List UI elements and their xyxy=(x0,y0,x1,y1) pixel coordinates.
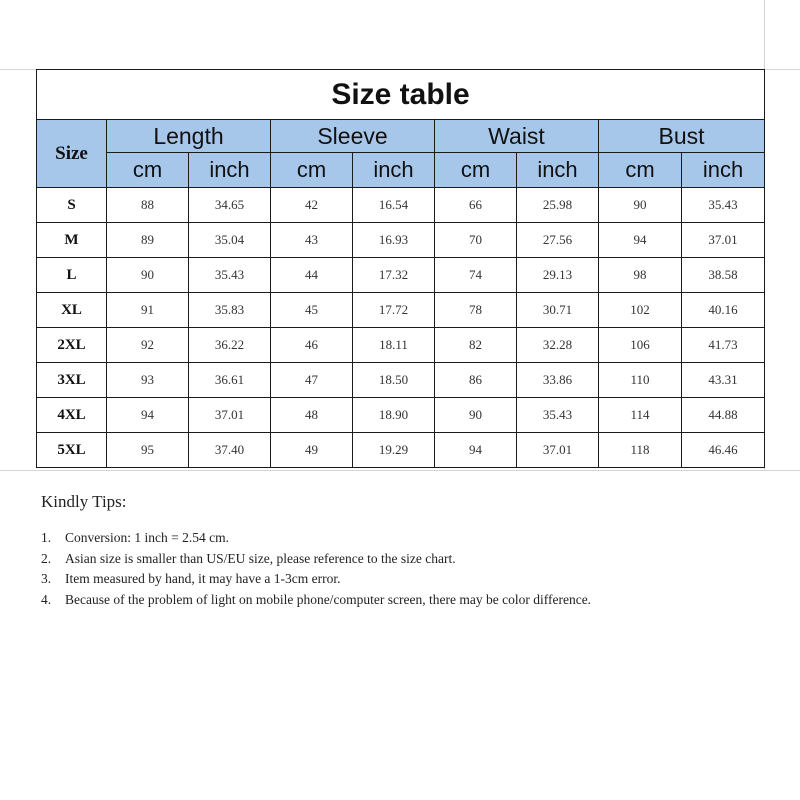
waist-inch-cell: 33.86 xyxy=(517,363,599,398)
waist-cm-cell: 74 xyxy=(435,258,517,293)
size-label-cell: M xyxy=(37,223,107,258)
tips-title: Kindly Tips: xyxy=(41,492,127,511)
sleeve-inch-cell: 18.50 xyxy=(353,363,435,398)
waist-inch-cell: 30.71 xyxy=(517,293,599,328)
group-header-row xyxy=(37,120,765,153)
tip-item xyxy=(41,569,641,590)
bust-cm-header: cm xyxy=(599,153,682,188)
sleeve-inch-cell: 18.90 xyxy=(353,398,435,433)
table-row xyxy=(37,328,765,363)
length-inch-cell: 34.65 xyxy=(189,188,271,223)
table-row xyxy=(37,293,765,328)
length-cm-header: cm xyxy=(107,153,189,188)
bust-cm-cell: 118 xyxy=(599,433,682,468)
bust-header: Bust xyxy=(599,120,765,153)
waist-cm-cell: 66 xyxy=(435,188,517,223)
length-cm-cell: 95 xyxy=(107,433,189,468)
size-table-body xyxy=(37,188,765,468)
length-cm-cell: 90 xyxy=(107,258,189,293)
sleeve-cm-cell: 48 xyxy=(271,398,353,433)
sleeve-inch-cell: 17.32 xyxy=(353,258,435,293)
sleeve-header: Sleeve xyxy=(271,120,435,153)
sleeve-cm-cell: 43 xyxy=(271,223,353,258)
tips-list xyxy=(41,528,641,610)
table-row xyxy=(37,433,765,468)
waist-inch-cell: 37.01 xyxy=(517,433,599,468)
size-label-cell: 2XL xyxy=(37,328,107,363)
waist-inch-cell: 29.13 xyxy=(517,258,599,293)
length-header: Length xyxy=(107,120,271,153)
tip-number: 4. xyxy=(41,591,52,607)
bust-inch-cell: 43.31 xyxy=(682,363,765,398)
title-row xyxy=(37,70,765,120)
length-cm-cell: 92 xyxy=(107,328,189,363)
waist-cm-cell: 82 xyxy=(435,328,517,363)
length-inch-cell: 35.43 xyxy=(189,258,271,293)
sleeve-cm-cell: 42 xyxy=(271,188,353,223)
waist-inch-header: inch xyxy=(517,153,599,188)
sleeve-inch-cell: 19.29 xyxy=(353,433,435,468)
table-row xyxy=(37,363,765,398)
sleeve-cm-cell: 44 xyxy=(271,258,353,293)
bust-cm-cell: 90 xyxy=(599,188,682,223)
bottom-guide-line xyxy=(0,470,800,471)
size-label-cell: 3XL xyxy=(37,363,107,398)
tip-text: Because of the problem of light on mobile phone/computer screen, there may be color difference. xyxy=(65,591,592,607)
tip-text: Conversion: 1 inch = 2.54 cm. xyxy=(65,530,229,545)
tip-item xyxy=(41,549,641,570)
size-label-cell: 5XL xyxy=(37,433,107,468)
length-inch-cell: 35.83 xyxy=(189,293,271,328)
table-row xyxy=(37,398,765,433)
bust-inch-cell: 38.58 xyxy=(682,258,765,293)
tip-number: 2. xyxy=(41,550,52,566)
bust-cm-cell: 94 xyxy=(599,223,682,258)
size-label-cell: XL xyxy=(37,293,107,328)
bust-cm-cell: 114 xyxy=(599,398,682,433)
unit-header-row xyxy=(37,153,765,188)
tip-number: 3. xyxy=(41,571,52,586)
length-inch-cell: 36.61 xyxy=(189,363,271,398)
sleeve-inch-cell: 16.93 xyxy=(353,223,435,258)
tip-item xyxy=(41,590,641,611)
bust-inch-cell: 41.73 xyxy=(682,328,765,363)
waist-inch-cell: 27.56 xyxy=(517,223,599,258)
sleeve-cm-cell: 46 xyxy=(271,328,353,363)
sleeve-inch-cell: 16.54 xyxy=(353,188,435,223)
length-cm-cell: 89 xyxy=(107,223,189,258)
size-column-header: Size xyxy=(37,120,107,188)
waist-cm-cell: 78 xyxy=(435,293,517,328)
length-cm-cell: 88 xyxy=(107,188,189,223)
waist-cm-cell: 94 xyxy=(435,433,517,468)
bust-inch-cell: 46.46 xyxy=(682,433,765,468)
length-cm-cell: 91 xyxy=(107,293,189,328)
length-inch-cell: 35.04 xyxy=(189,223,271,258)
bust-inch-cell: 40.16 xyxy=(682,293,765,328)
sleeve-inch-cell: 18.11 xyxy=(353,328,435,363)
waist-inch-cell: 32.28 xyxy=(517,328,599,363)
sleeve-cm-cell: 49 xyxy=(271,433,353,468)
tip-item xyxy=(41,528,641,549)
bust-inch-header: inch xyxy=(682,153,765,188)
waist-cm-cell: 70 xyxy=(435,223,517,258)
table-row xyxy=(37,188,765,223)
waist-inch-cell: 35.43 xyxy=(517,398,599,433)
sleeve-cm-header: cm xyxy=(271,153,353,188)
size-label-cell: S xyxy=(37,188,107,223)
bust-inch-cell: 37.01 xyxy=(682,223,765,258)
tip-text: Item measured by hand, it may have a 1-3cm error. xyxy=(65,571,341,586)
waist-header: Waist xyxy=(435,120,599,153)
bust-inch-cell: 44.88 xyxy=(682,398,765,433)
waist-cm-cell: 90 xyxy=(435,398,517,433)
bust-cm-cell: 106 xyxy=(599,328,682,363)
size-table xyxy=(36,69,765,468)
length-inch-cell: 36.22 xyxy=(189,328,271,363)
kindly-tips xyxy=(41,492,641,610)
waist-cm-header: cm xyxy=(435,153,517,188)
length-inch-cell: 37.40 xyxy=(189,433,271,468)
length-inch-header: inch xyxy=(189,153,271,188)
bust-inch-cell: 35.43 xyxy=(682,188,765,223)
sleeve-inch-header: inch xyxy=(353,153,435,188)
sleeve-cm-cell: 45 xyxy=(271,293,353,328)
tip-number: 1. xyxy=(41,530,52,545)
waist-inch-cell: 25.98 xyxy=(517,188,599,223)
sleeve-cm-cell: 47 xyxy=(271,363,353,398)
table-title: Size table xyxy=(37,70,765,120)
size-label-cell: L xyxy=(37,258,107,293)
table-row xyxy=(37,258,765,293)
length-cm-cell: 94 xyxy=(107,398,189,433)
bust-cm-cell: 102 xyxy=(599,293,682,328)
bust-cm-cell: 110 xyxy=(599,363,682,398)
tip-text: Asian size is smaller than US/EU size, please reference to the size chart. xyxy=(65,550,456,566)
length-cm-cell: 93 xyxy=(107,363,189,398)
sleeve-inch-cell: 17.72 xyxy=(353,293,435,328)
waist-cm-cell: 86 xyxy=(435,363,517,398)
bust-cm-cell: 98 xyxy=(599,258,682,293)
size-label-cell: 4XL xyxy=(37,398,107,433)
table-row xyxy=(37,223,765,258)
length-inch-cell: 37.01 xyxy=(189,398,271,433)
